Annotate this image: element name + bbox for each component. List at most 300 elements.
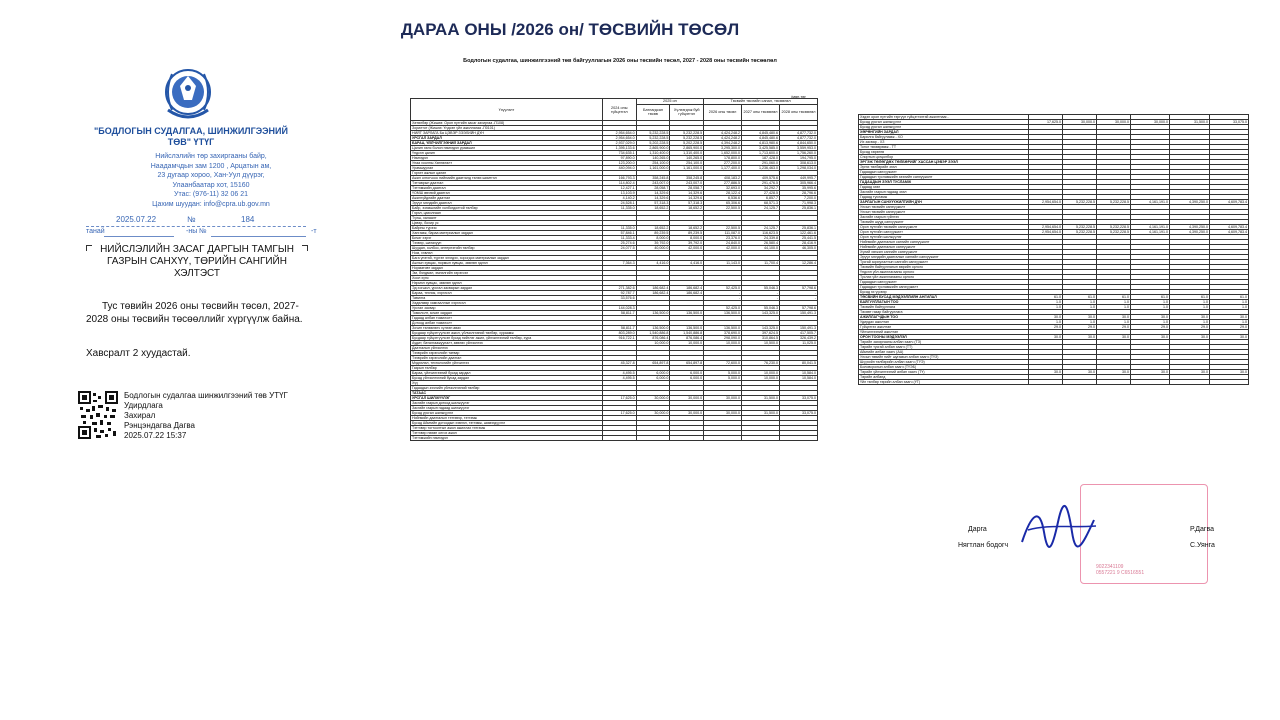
value-cell: 271,382.6 [602,286,636,291]
row-label-cell: Засгийн газрын дотоод шилжүүлэг [411,401,603,406]
value-cell: 305,966.4 [779,181,817,186]
value-cell: 5,232,228.5 [1063,200,1097,205]
value-cell: 136,500.0 [670,311,704,316]
row-label-cell: Нэмэгдэл [411,156,603,161]
row-label-cell: Томилолт, зочин зардал [411,311,603,316]
value-cell: 10,000.0 [742,371,780,376]
row-label-cell: Бусад үйлчилгээний бусад зардал [411,376,603,381]
row-label-cell: Байр, эзэмшлийн холбогдолтой төлбөр [411,206,603,211]
row-label-cell: Дотоод албан томилолт [411,321,603,326]
value-cell: 111,087.0 [704,231,742,236]
value-cell: 4,495.5 [602,371,636,376]
value-cell: 30,000.0 [704,411,742,416]
row-label-cell: Аудит, баталгаажуулалт, зөвлөх үйлчилгээ [411,341,603,346]
row-label-cell: Тэтгэвэр нөхөн олгох ажил [411,431,603,436]
value-cell: 44,100.0 [742,246,780,251]
value-cell: 3,559,953.0 [779,146,817,151]
value-cell: 4,161,191.0 [1131,225,1170,230]
value-cell: 24,528.1 [602,201,636,206]
row-label-cell: Гадаадын тусламжийн санхүүжилт [859,285,1029,290]
divider [86,226,306,227]
value-cell: 33,576.6 [602,296,636,301]
handwritten-signature-icon [1018,502,1098,552]
value-cell: 1.0 [1063,300,1097,305]
header-expected: Хүлээгдэж буй гүйцэтгэл [670,104,704,120]
letter-recipient: НИЙСЛЭЛИЙН ЗАСАГ ДАРГЫН ТАМГЫН ГАЗРЫН САНХҮҮ, ТӨРИЙН САНГИЙН ХЭЛТЭСТ [100,244,294,279]
value-cell: 39,792.0 [636,241,670,246]
row-label-cell: Гэрээт ажлын цалин [411,171,603,176]
row-label-cell: Бусад хөрөнгө [859,150,1029,155]
row-label-cell: Төрийн захиргааны албан хаагч (ТЗ) [859,340,1029,345]
value-cell: 14,329.6 [636,191,670,196]
value-cell: 29.0 [1210,325,1249,330]
value-cell: 7,200.0 [779,196,817,201]
table-row [859,380,1249,385]
row-label-cell: Нийгмийн даатгалын санхүүжилт [859,245,1029,250]
value-cell: 76,230.0 [742,361,780,366]
value-cell: 136,500.0 [704,311,742,316]
value-cell: 2,954,654.0 [1029,200,1063,205]
value-cell: 10,000.0 [742,376,780,381]
value-cell: 4,416.0 [670,261,704,266]
row-label-cell: Ажилгүйдлийн даатгал [411,196,603,201]
value-cell: 97,890.0 [602,156,636,161]
value-cell: 4,845,480.6 [742,131,780,136]
value-cell: - [704,296,742,301]
value-cell: 1.0 [1210,320,1249,325]
row-label-cell: Боловсролын албан хаагч (ТҮЭБ) [859,365,1029,370]
value-cell: 417,505.7 [779,331,817,336]
budget-table-page-1 [410,56,820,622]
row-label-cell: Удирдах ажилтан [859,320,1029,325]
row-label-cell: ЗАРЛАГЫН САНХҮҮЖИЛТИЙН ДҮН [859,200,1029,205]
row-label-cell: Зочин төлөөлөгч хүлээн авах [411,326,603,331]
row-label-cell: Хангамж, бараа материалын зардал [411,231,603,236]
value-cell: 61.0 [1170,295,1210,300]
row-label-cell: Ажлын хувцас, нормын хувцас, зөөлөн эдлэл [411,261,603,266]
value-cell: 358,245.8 [670,176,704,181]
value-cell: 1.0 [1097,305,1131,310]
value-cell [636,436,670,441]
row-label-cell: Тэтгэмжийн даатгал [411,186,603,191]
value-cell: 55,046.3 [742,286,780,291]
sign-info-line: Захирал [124,411,156,420]
value-cell: 30.0 [1029,335,1063,340]
row-label-cell: Спортын цогцолбор [859,155,1029,160]
value-cell: 29.0 [1029,325,1063,330]
value-cell: 4,877,732.0 [779,136,817,141]
value-cell: 4,609,783.4 [1210,200,1249,205]
value-cell: 136,500.0 [636,311,670,316]
value-cell: 186,682.4 [670,286,704,291]
value-cell: 5,202,228.5 [636,141,670,146]
value-cell: 186,682.4 [636,286,670,291]
row-label-cell: Төрийн үйлчилгээний албан хаагч (ТҮ) [859,370,1029,375]
row-label-cell: Хөдөлмөр хамгааллын хэрэгсэл [411,301,603,306]
value-cell: 11,333.4 [602,236,636,241]
value-cell: 194,795.0 [779,156,817,161]
table-row [859,200,1249,205]
value-cell: 4,390,250.0 [1170,200,1210,205]
value-cell: 11,025.0 [779,341,817,346]
value-cell: 92,787.7 [602,291,636,296]
row-label-cell: Ном, хэвлэл [411,251,603,256]
row-label-cell: Орон нутгийн төсвийн санхүүжилт [859,225,1029,230]
row-label-cell: ҮОМШ өвчний даатгал [411,191,603,196]
value-cell: 42,000.0 [704,246,742,251]
value-cell: 68,571.3 [742,201,780,206]
value-cell: 409,575.6 [742,176,780,181]
value-cell: 17,625.0 [1029,120,1063,125]
value-cell: 31,500.0 [742,411,780,416]
row-label-cell: Орон нутгийн шилжүүлэг [859,235,1029,240]
value-cell: 291,476.5 [742,181,780,186]
value-cell: 1,540,886.8 [670,331,704,336]
value-cell: 6,000.0 [636,376,670,381]
value-cell: 378,690.0 [704,331,742,336]
value-cell: 4,844,650.0 [779,141,817,146]
header-2026: 2026 оны төсөл [704,104,742,120]
value-cell: 1.0 [1029,305,1063,310]
value-cell: 150,491.3 [779,311,817,316]
row-label-cell: Гүйцэтгэх ажилтан [859,325,1029,330]
value-cell: 2,954,654.0 [602,131,636,136]
value-cell: 6,000.0 [636,371,670,376]
row-label-cell: Хүү [411,381,603,386]
value-cell: 243,007.0 [670,181,704,186]
row-label-cell: Гадаадын санхүүжилт [859,280,1029,285]
value-cell: 143,325.0 [742,311,780,316]
divider [104,236,174,237]
row-label-cell: Аймгийн албан хаагч (АА) [859,350,1029,355]
value-cell: 10,584.0 [779,376,817,381]
value-cell: 31,500.0 [742,396,780,401]
row-label-cell: Ажил олгогчоос нийгмийн даатгалд төлөх шимтгэл [411,176,603,181]
value-cell: 25,836.1 [779,226,817,231]
value-cell: 72,600.0 [704,361,742,366]
value-cell: 8,000.0 [636,236,670,241]
row-label-cell: Гадаад албан томилолт [411,316,603,321]
value-cell: 136,500.0 [670,326,704,331]
row-label-cell: Бусад эх үүсвэр [859,290,1029,295]
row-label-cell: Засгийн газрын гадаад шилжүүлэг [411,406,603,411]
header-2024: 2024 оны гүйцэтгэл [602,99,636,121]
row-label-cell: БАРАА, ҮЙЛЧИЛГЭЭНИЙ ЗАРДАЛ [411,141,603,146]
header-ceiling: Төсвийн төслийн санал, төсөөлөл [704,99,818,105]
row-label-cell: Тээврийн хэрэгслийн татвар [411,351,603,356]
value-cell: 1,236,463.0 [742,166,780,171]
value-cell: 1.0 [1210,305,1249,310]
value-cell: 30.0 [1063,335,1097,340]
header-approved: Батлагдсан төсөв [636,104,670,120]
value-cell: 30.0 [1170,315,1210,320]
value-cell: 449,995.7 [779,176,817,181]
value-cell: 4,424,248.2 [704,136,742,141]
value-cell: 57,846.1 [602,231,636,236]
row-label-cell: Төрийн албанд [859,375,1029,380]
value-cell: 140,265.0 [670,156,704,161]
value-cell: 136,500.0 [636,326,670,331]
value-cell: 2,937,029.0 [602,141,636,146]
row-label-cell: Үндсэн үйл ажиллагааны орлого [859,270,1029,275]
value-cell: 25,274.6 [602,241,636,246]
value-cell: 876,086.4 [670,336,704,341]
value-cell: 1.0 [1063,305,1097,310]
value-cell: 30,000.0 [636,396,670,401]
row-label-cell: Бусдаар гүйцэтгүүлсэн ажил, үйлчилгээний төлбөр, хураамж [411,331,603,336]
value-cell: 11,335.0 [602,226,636,231]
value-cell: 30.0 [1210,315,1249,320]
row-label-cell: БАЙГУУЛЛАГЫН ТОО [859,300,1029,305]
value-cell: 4,390,250.0 [1170,230,1210,235]
value-cell: 143,325.0 [742,326,780,331]
value-cell: 1,652,000.0 [704,151,742,156]
row-label-cell: Эргэх төлбөрийн зээл [859,165,1029,170]
row-label-cell: Гадаад тусламж [859,195,1029,200]
value-cell: 24,339.8 [742,236,780,241]
reply-number-label: -ны № [186,228,207,235]
row-label-cell: Унаа хоолны Хөнгөлөлт [411,161,603,166]
value-cell: 46,305.0 [779,246,817,251]
value-cell: 30.0 [1097,315,1131,320]
value-cell: 30.0 [1097,370,1131,375]
value-cell: 1,298,034.0 [779,166,817,171]
value-cell: 4,845,480.6 [742,136,780,141]
row-label-cell: ТАТААС [411,391,603,396]
value-cell: 4,424,248.2 [704,131,742,136]
row-label-cell: Үйлчилгээний ажилтан [859,330,1029,335]
value-cell: 4,390,250.0 [1170,225,1210,230]
value-cell: 1.0 [1063,320,1097,325]
value-cell: 18,652.2 [636,206,670,211]
value-cell: 30.0 [1170,370,1210,375]
value-cell: 2,865,900.0 [670,146,704,151]
row-label-cell: Төсвийн шууд санхүүжилт [859,220,1029,225]
head-name: Р.Дагва [1190,526,1215,533]
row-label-cell: Урамшуулал [411,166,603,171]
value-cell: 277,200.0 [704,161,742,166]
value-cell: 61.0 [1063,295,1097,300]
value-cell: 397,624.5 [742,331,780,336]
state-emblem-icon [162,66,214,124]
value-cell: 654,897.8 [636,361,670,366]
row-label-cell: УРСГАЛ ЗАРДАЛ [411,136,603,141]
row-label-cell: Бага үнэтэй, түргэн элэгдэх, хорогдох материалын зардал [411,256,603,261]
value-cell: 12,286.4 [779,261,817,266]
value-cell [670,436,704,441]
value-cell: 1,310,400.0 [636,151,670,156]
value-cell: 291,060.0 [742,161,780,166]
row-label-cell: Хоол хүнс [411,276,603,281]
value-cell: 4,813,980.6 [742,141,780,146]
value-cell: 29.0 [1097,325,1131,330]
letter-date: 2025.07.22 [116,215,157,224]
value-cell: 298,090.0 [704,336,742,341]
value-cell: - [742,296,780,301]
row-label-cell: Эрүүл мэндийн даатгал [411,201,603,206]
value-cell: 30,000.0 [636,411,670,416]
value-cell: 1.0 [1131,300,1170,305]
value-cell: 30.0 [1131,370,1170,375]
head-label: Дарга [968,526,987,533]
value-cell: 30.0 [1097,335,1131,340]
value-cell: 1,713,600.0 [742,151,780,156]
row-label-cell: Тэтгэвэр тогтоолтын ажил ажиллах тэтгэмж [411,426,603,431]
qr-code-icon [78,391,118,439]
row-label-cell: Тээврийн хэрэгслийн даатгал [411,356,603,361]
row-label-cell: Нэрмэл хувцас, зөөлөн эдлэл [411,281,603,286]
value-cell: 58,811.7 [602,311,636,316]
value-cell: 26,580.4 [742,241,780,246]
row-label-cell: Барилга байгууламж - ХО [859,135,1029,140]
value-cell: 4,161,191.0 [1131,230,1170,235]
value-cell: 22,500.5 [704,226,742,231]
value-cell: 80,041.5 [779,361,817,366]
value-cell: 1,756,260.0 [779,151,817,156]
row-label-cell: Тэтгэмжийн нэмэгдэл [411,436,603,441]
value-cell: 254,100.0 [636,161,670,166]
letter-number-label: № [187,215,196,224]
value-cell: 10,584.0 [779,371,817,376]
row-label-cell: Улсын төсвийн санхүүжилт [859,205,1029,210]
row-label-cell: Тэтгаврын даатгал [411,181,603,186]
row-label-cell: Төсвийн байгууллагын өөрийн орлого [859,265,1029,270]
row-label-cell: ГАДААДЫН ЗЭЭЛ ТУСЛАМЖ [859,180,1029,185]
row-label-cell: Их засвар - ХЗ [859,140,1029,145]
budget-table-body [411,121,818,441]
row-label-cell: Нийгмийн даатгалын сангийн санхүүжилт [859,240,1029,245]
value-cell: 11,700.4 [742,261,780,266]
row-label-cell: Гадаад зээл [859,185,1029,190]
value-cell [704,436,742,441]
row-label-cell: Гадаадын зээлийн үйлчилгээний төлбөр [411,386,603,391]
row-label-cell: Мэдээлэл, технологийн үйлчилгээ [411,361,603,366]
accountant-label: Нягтлан бодогч [958,542,1009,549]
row-label-cell: Цалин хөлс болон нэмэгдэл урамшил [411,146,603,151]
slide-title: ДАРАА ОНЫ /2026 он/ ТӨСВИЙН ТӨСӨЛ [400,20,740,39]
value-cell [1210,380,1249,385]
row-label-cell: Хүний хөгжил сангийн санхүүжилт [859,250,1029,255]
value-cell: 1.0 [1029,300,1063,305]
value-cell: 25,836.1 [779,206,817,211]
value-cell: 116,623.5 [742,231,780,236]
row-label-cell: Гадаадын тусламжийн зээлийн санхүүжилт [859,175,1029,180]
value-cell: 5,232,228.5 [1097,230,1131,235]
row-label-cell: Гэрэл, цахилгаан [411,211,603,216]
value-cell: 5,232,228.5 [670,136,704,141]
value-cell: 1.0 [1170,320,1210,325]
value-cell: 18,652.2 [636,226,670,231]
value-cell: 1,395,133.6 [602,146,636,151]
value-cell: 10,000.0 [704,341,742,346]
letter-attachment-note: Хавсралт 2 хуудастай. [86,348,191,359]
signature-block [958,524,1248,584]
value-cell: 916,722.1 [602,336,636,341]
value-cell: - [704,291,742,296]
value-cell: 178,800.0 [704,156,742,161]
value-cell: 28,122.4 [704,191,742,196]
value-cell: 30.0 [1131,315,1170,320]
row-label-cell: Нийгмийн даатгалын тэтгэвэр, тэтгэмж [411,416,603,421]
value-cell: 2,954,654.0 [1029,225,1063,230]
value-cell: 13,103.9 [602,191,636,196]
value-cell: 308,613.0 [779,161,817,166]
value-cell: 30.0 [1063,315,1097,320]
value-cell: 254,100.0 [670,161,704,166]
row-label-cell: Улсын төсвийн санхүүжилт [859,210,1029,215]
sign-info-line: Удирдлага [124,401,163,410]
row-label-cell: Төрийн тусгай албан хаагч (ТТ) [859,345,1029,350]
value-cell: 3,295,300.0 [704,146,742,151]
value-cell: 10,500.0 [742,341,780,346]
value-cell: 2,865,900.0 [636,146,670,151]
value-cell: 1.0 [1029,320,1063,325]
value-cell: 123,200.0 [602,161,636,166]
value-cell: 6,536.6 [704,196,742,201]
value-cell [1170,380,1210,385]
value-cell: 29.0 [1170,325,1210,330]
value-cell: 734,635.1 [602,151,636,156]
value-cell: 5,232,228.5 [636,131,670,136]
value-cell: 24,125.7 [742,226,780,231]
value-cell: 58,811.7 [602,326,636,331]
value-cell: 408,183.2 [704,176,742,181]
row-label-cell: Эм, бэлдмэл, эмнэлгийн хэрэгсэл [411,271,603,276]
organization-name: "БОДЛОГЫН СУДАЛГАА, ШИНЖИЛГЭЭНИЙ ТӨВ" ҮТҮГ [94,126,288,147]
value-cell: 5,232,228.5 [1097,200,1131,205]
value-cell: 5,232,228.5 [636,136,670,141]
value-cell: 326,439.2 [779,336,817,341]
value-cell: 30.0 [1210,370,1249,375]
value-cell: 310,864.5 [742,336,780,341]
value-cell: 8,000.0 [670,236,704,241]
value-cell: 30.0 [1170,335,1210,340]
row-label-cell: Зорилтот (Жишээ: Үндсэн үйл ажиллагаа -П0101) [411,126,603,131]
row-label-cell: Газрын төлбөр [411,366,603,371]
value-cell: 166,793.3 [602,176,636,181]
value-cell: 61.0 [1131,295,1170,300]
value-cell: 1.0 [1170,300,1210,305]
value-cell: 1,177,400.0 [704,166,742,171]
row-label-cell: Төсөвт газар байгууллага [859,310,1029,315]
row-label-cell: Нормативт зардал [411,266,603,271]
value-cell [1097,380,1131,385]
value-cell: 30.0 [1210,335,1249,340]
value-cell [779,436,817,441]
value-cell: 2,954,654.0 [602,136,636,141]
row-label-cell: Байрны түрээс [411,226,603,231]
value-cell: - [742,291,780,296]
header-2025: 2025 он [636,99,703,105]
value-cell: 30,000.0 [670,411,704,416]
letter-number: 184 [241,215,255,224]
value-cell: 30.0 [1029,315,1063,320]
official-letter [76,62,316,452]
reply-label: танай [86,228,105,235]
value-cell: 61.0 [1097,295,1131,300]
value-cell: 27,428.5 [742,191,780,196]
value-cell: 28,796.6 [779,191,817,196]
row-label-cell: Цэвэр, бохир ус [411,221,603,226]
value-cell: 4,416.0 [636,261,670,266]
table-row [411,436,818,441]
row-label-cell: Хөтөлбөр (Жишээ: Орон нутгийн засаг захиргаа -П108) [411,121,603,126]
value-cell: 61.0 [1029,295,1063,300]
value-cell: 1.0 [1097,300,1131,305]
budget-table [410,98,818,441]
row-label-cell: НИЙТ ЗАРЛАГА Ба ЦЭВЭР ЗЭЭЛИЙН ДҮН [411,131,603,136]
value-cell: 30,000.0 [704,396,742,401]
